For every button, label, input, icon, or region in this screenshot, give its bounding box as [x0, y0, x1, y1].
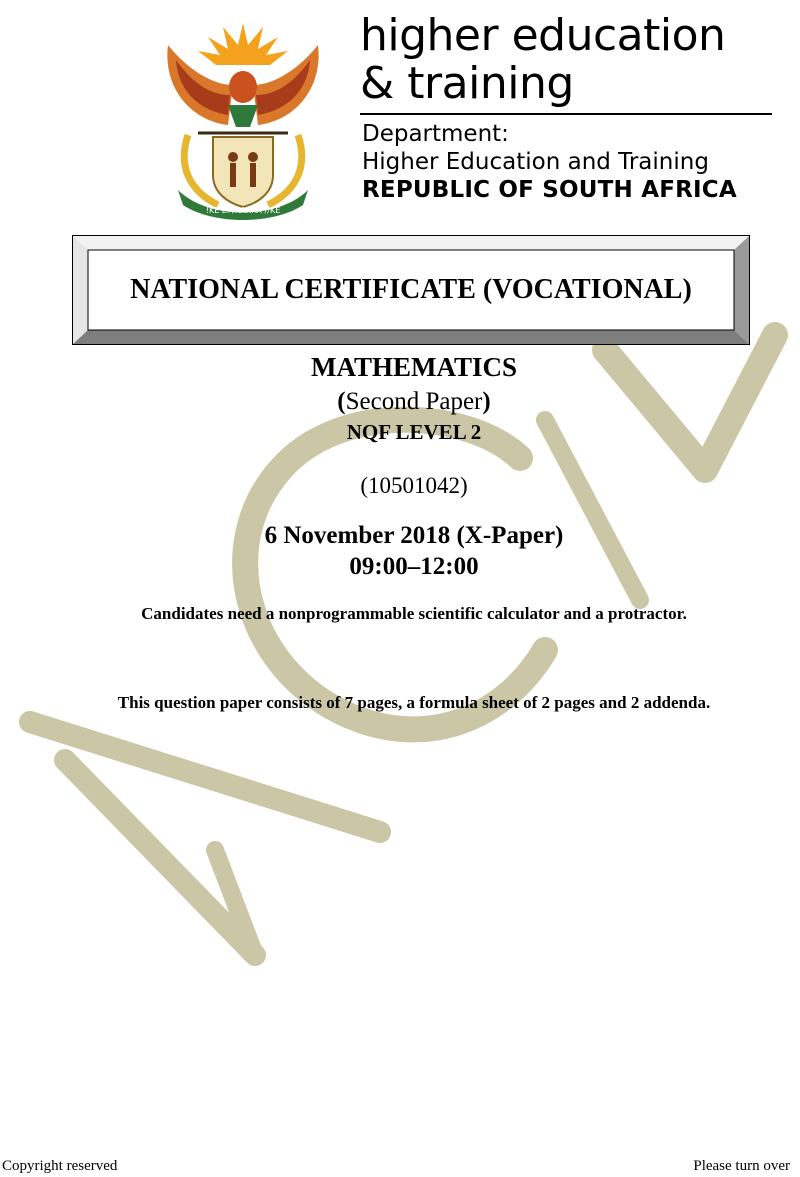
paper-title — [0, 388, 800, 416]
paper-open-paren: ( — [337, 388, 346, 415]
subject-code: (10501042) — [360, 473, 468, 498]
subject-title: MATHEMATICS — [310, 352, 517, 382]
brand-title-line1: higher education — [360, 10, 726, 61]
paper-name: Second Paper — [345, 388, 483, 415]
candidate-requirements: Candidates need a nonprogrammable scientific calculator and a protractor. — [141, 604, 687, 623]
copyright-notice: Copyright reserved — [2, 1158, 118, 1174]
turn-over-notice: Please turn over — [693, 1158, 790, 1174]
paper-close-paren: ) — [482, 388, 491, 415]
nqf-level: NQF LEVEL 2 — [346, 420, 482, 444]
brand-title-line2: & training — [360, 58, 574, 109]
department-name: Higher Education and Training — [362, 149, 709, 175]
page-count-info: This question paper consists of 7 pages, a formula sheet of 2 pages and 2 addenda. — [117, 693, 711, 712]
motto-text: !KE E: /XARRA //KE — [205, 206, 281, 215]
brand-divider — [360, 113, 772, 115]
coat-of-arms-logo — [158, 15, 328, 221]
exam-time: 09:00–12:00 — [349, 553, 479, 580]
country-name: REPUBLIC OF SOUTH AFRICA — [362, 177, 737, 203]
certificate-banner — [72, 235, 750, 345]
department-label: Department: — [362, 121, 509, 147]
exam-date: 6 November 2018 (X-Paper) — [264, 522, 564, 549]
certificate-title: NATIONAL CERTIFICATE (VOCATIONAL) — [130, 274, 692, 305]
